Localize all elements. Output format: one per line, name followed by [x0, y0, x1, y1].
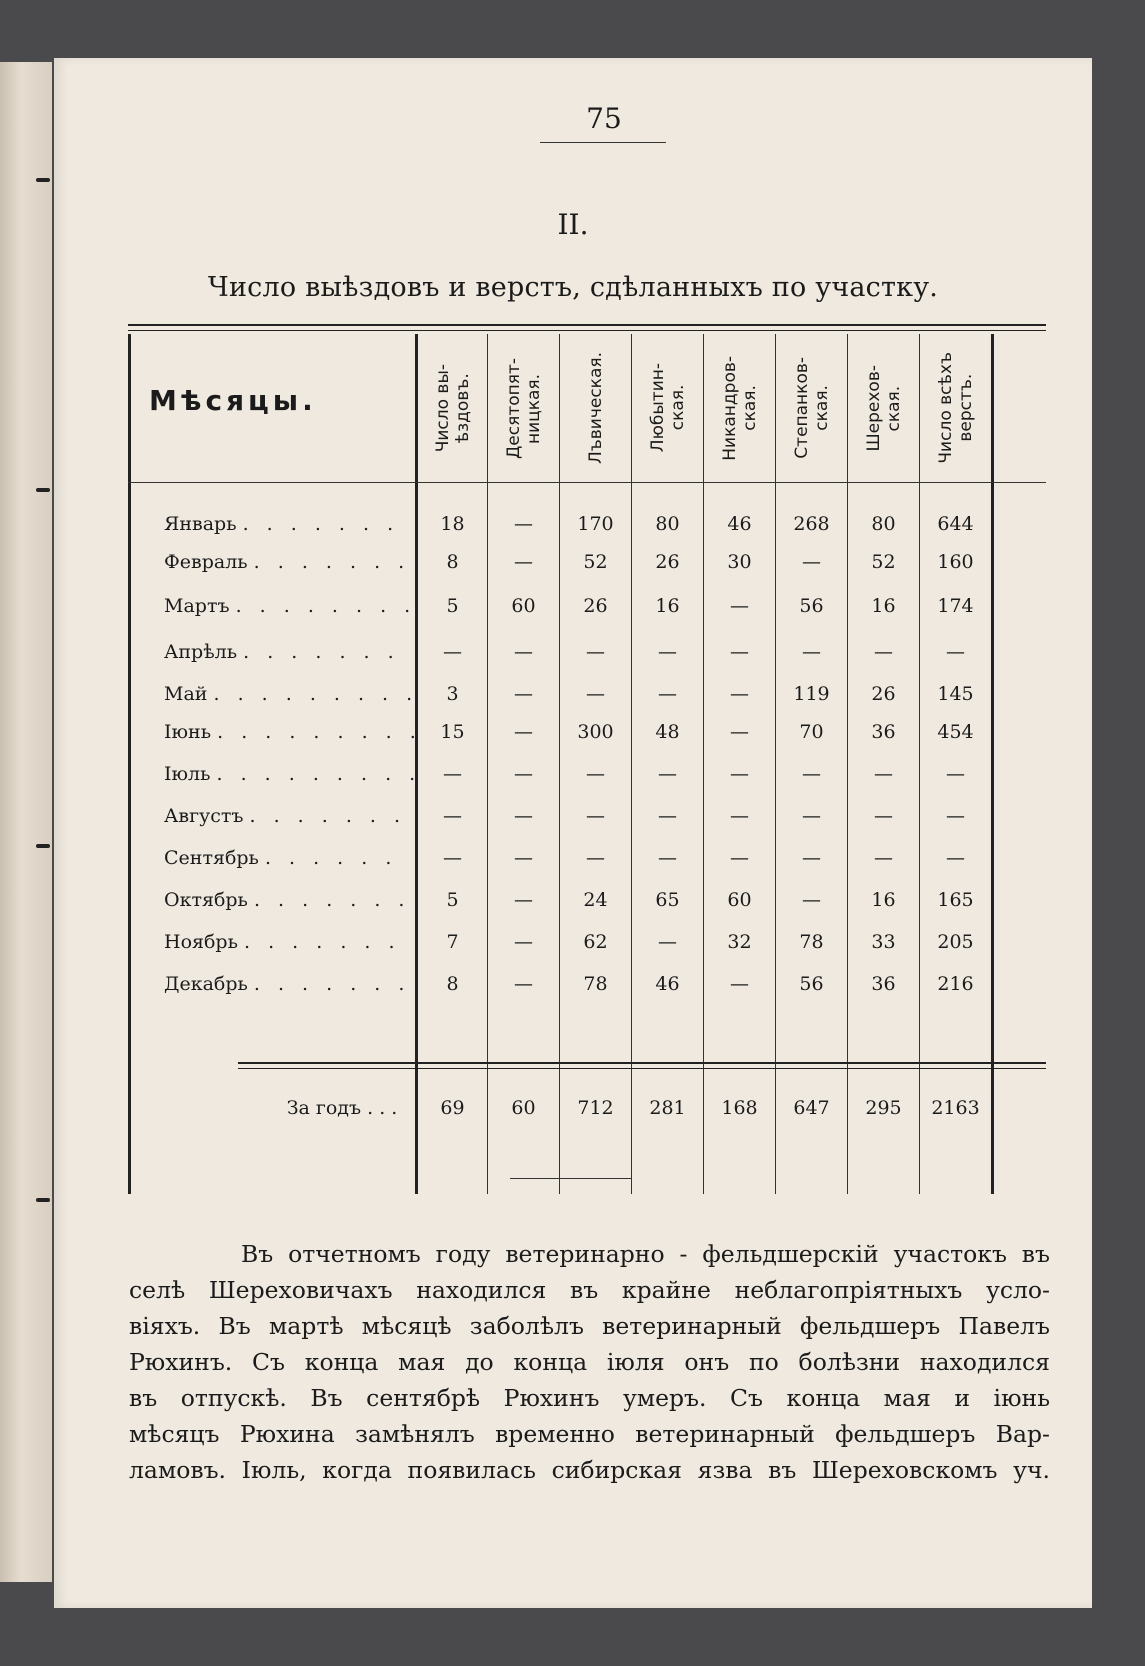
table-cell: —	[802, 641, 821, 663]
table-cell: —	[874, 763, 893, 785]
table-cell: 18	[440, 513, 465, 535]
table-row	[54, 590, 1092, 622]
table-cell: 46	[655, 973, 680, 995]
month-label	[164, 678, 448, 710]
table-row	[54, 716, 1092, 748]
table-cell: 174	[937, 595, 974, 617]
table-cell: —	[730, 973, 749, 995]
table-cell: 160	[937, 551, 974, 573]
column-header-stepankovskaya: Степанков- ская.	[791, 357, 832, 459]
table-cell: 52	[583, 551, 608, 573]
table-cell: —	[658, 931, 677, 953]
table-row	[54, 678, 1092, 710]
table-cell: 80	[655, 513, 680, 535]
table-cell: 26	[655, 551, 680, 573]
month-name: Февраль	[164, 551, 248, 573]
leader-dots: . . . . . . .	[249, 805, 407, 827]
table-cell: —	[658, 763, 677, 785]
column-header-lvicheskaya: Лъвическая.	[585, 351, 606, 465]
paragraph-line: въ отпускѣ. Въ сентябрѣ Рюхинъ умеръ. Съ конца мая и іюнь	[129, 1384, 1050, 1412]
table-cell: 60	[511, 595, 536, 617]
table-cell: —	[730, 641, 749, 663]
month-name: Ноябрь	[164, 931, 238, 953]
table-cell: 16	[871, 595, 896, 617]
table-cell: —	[658, 641, 677, 663]
leader-dots: . . . . . . . . .	[213, 683, 419, 705]
leader-dots: . . . . . . .	[243, 641, 400, 663]
table-cell: —	[802, 805, 821, 827]
paragraph-line: Въ отчетномъ году ветеринарно - фельдшерскій участокъ въ	[241, 1240, 1050, 1268]
month-label	[164, 716, 448, 748]
table-cell: —	[802, 551, 821, 573]
table-cell: 268	[793, 513, 830, 535]
leader-dots: . . . . . . .	[242, 513, 400, 535]
month-name: Апрѣль	[164, 641, 238, 663]
table-cell: 26	[871, 683, 896, 705]
table-cell: 65	[655, 889, 680, 911]
table-cell: 8	[446, 551, 459, 573]
column-header-sherekhovskaya: Шерехов- ская.	[863, 364, 904, 452]
table-cell: —	[443, 641, 462, 663]
table-cell: —	[802, 847, 821, 869]
table-cell: —	[514, 931, 533, 953]
table-row	[54, 508, 1092, 540]
table-row	[54, 884, 1092, 916]
month-label	[164, 968, 448, 1000]
leader-dots: . . . . . . . . .	[216, 763, 422, 785]
table-cell: 78	[799, 931, 824, 953]
table-cell: —	[658, 847, 677, 869]
table-row	[54, 926, 1092, 958]
month-label	[164, 926, 448, 958]
table-cell: —	[514, 805, 533, 827]
table-cell: —	[658, 683, 677, 705]
table-row	[54, 758, 1092, 790]
table-cell: —	[946, 763, 965, 785]
table-cell: —	[730, 847, 749, 869]
column-header-trips: Число вы- ѣздовъ.	[432, 363, 473, 453]
total-cell: 69	[440, 1097, 465, 1119]
table-cell: —	[874, 805, 893, 827]
table-cell: 119	[793, 683, 830, 705]
month-name: Іюнь	[164, 721, 212, 743]
table-cell: —	[586, 683, 605, 705]
table-cell: 16	[871, 889, 896, 911]
table-title: Число выѣздовъ и верстъ, сдѣланныхъ по участку.	[207, 272, 939, 303]
table-cell: 170	[577, 513, 614, 535]
table-cell: 216	[937, 973, 974, 995]
column-header-desyatopyatnitskaya: Десятопят- ницкая.	[503, 357, 544, 459]
paragraph-line: селѣ Шереховичахъ находился въ крайне неблагопріятныхъ усло-	[129, 1276, 1050, 1304]
month-name: Декабрь	[164, 973, 248, 995]
total-cell: 712	[577, 1097, 614, 1119]
table-cell: 56	[799, 595, 824, 617]
total-row-label: За годъ . . .	[286, 1097, 398, 1119]
table-cell: 5	[446, 595, 459, 617]
table-row	[54, 546, 1092, 578]
table-cell: —	[443, 805, 462, 827]
month-label	[164, 636, 448, 668]
leader-dots: . . . . . . .	[253, 889, 411, 911]
table-cell: 145	[937, 683, 974, 705]
page-number-rule	[540, 142, 666, 143]
table-cell: —	[514, 513, 533, 535]
paragraph-line: ламовъ. Іюль, когда появилась сибирская язва въ Шереховскомъ уч.	[129, 1456, 1050, 1484]
table-cell: 16	[655, 595, 680, 617]
total-cell: 647	[793, 1097, 830, 1119]
table-header-rule	[128, 482, 1046, 483]
table-cell: —	[514, 889, 533, 911]
table-cell: 32	[727, 931, 752, 953]
book-page	[54, 58, 1092, 1608]
table-cell: —	[586, 847, 605, 869]
table-cell: —	[730, 721, 749, 743]
table-cell: 48	[655, 721, 680, 743]
table-top-rule-thin	[128, 330, 1046, 331]
binding-stitch	[36, 178, 50, 182]
table-cell: —	[946, 847, 965, 869]
month-name: Іюль	[164, 763, 211, 785]
table-cell: 36	[871, 721, 896, 743]
total-cell: 281	[649, 1097, 686, 1119]
leader-dots: . . . . . .	[264, 847, 398, 869]
binding-stitch	[36, 1198, 50, 1202]
table-cell: —	[443, 847, 462, 869]
table-cell: 300	[577, 721, 614, 743]
table-cell: —	[514, 551, 533, 573]
table-cell: 70	[799, 721, 824, 743]
month-label	[164, 884, 448, 916]
table-cell: —	[514, 641, 533, 663]
table-cell: 644	[937, 513, 974, 535]
table-cell: 62	[583, 931, 608, 953]
table-cell: 24	[583, 889, 608, 911]
body-paragraph	[129, 1236, 1050, 1488]
month-label	[164, 590, 448, 622]
table-cell: 165	[937, 889, 974, 911]
table-cell: —	[946, 805, 965, 827]
table-cell: 78	[583, 973, 608, 995]
table-cell: —	[730, 805, 749, 827]
table-end-rule	[510, 1178, 632, 1179]
column-header-nikandrovskaya: Никандров- ская.	[719, 355, 760, 461]
leader-dots: . . . . . . .	[244, 931, 401, 953]
table-top-rule	[128, 324, 1046, 326]
month-label	[164, 546, 448, 578]
column-header-lyubytinskaya: Любытин- ская.	[647, 363, 688, 453]
month-label	[164, 800, 448, 832]
paragraph-line: Рюхинъ. Съ конца мая до конца іюля онъ по болѣзни находился	[129, 1348, 1050, 1376]
table-row	[54, 968, 1092, 1000]
table-cell: —	[802, 763, 821, 785]
table-cell: 15	[440, 721, 465, 743]
total-cell: 2163	[931, 1097, 980, 1119]
leader-dots: . . . . . . . . .	[217, 721, 422, 743]
section-number: II.	[557, 208, 589, 241]
month-name: Сентябрь	[164, 847, 259, 869]
month-name: Мартъ	[164, 595, 230, 617]
table-cell: —	[946, 641, 965, 663]
table-cell: 5	[446, 889, 459, 911]
binding-stitch	[36, 488, 50, 492]
table-cell: 30	[727, 551, 752, 573]
table-cell: 7	[446, 931, 459, 953]
table-cell: —	[658, 805, 677, 827]
total-cell: 60	[511, 1097, 536, 1119]
table-cell: 8	[446, 973, 459, 995]
table-cell: —	[802, 889, 821, 911]
month-name: Октябрь	[164, 889, 248, 911]
table-cell: —	[874, 847, 893, 869]
month-label	[164, 758, 448, 790]
table-cell: 60	[727, 889, 752, 911]
table-cell: 36	[871, 973, 896, 995]
column-header-total-versts: Число всѣхъ верстъ.	[935, 352, 976, 464]
table-cell: —	[514, 847, 533, 869]
paragraph-line: мѣсяцъ Рюхина замѣнялъ временно ветеринарный фельдшеръ Вар-	[129, 1420, 1050, 1448]
month-label	[164, 508, 448, 540]
table-cell: —	[443, 763, 462, 785]
table-cell: —	[730, 763, 749, 785]
table-cell: 26	[583, 595, 608, 617]
leader-dots: . . . . . . . .	[235, 595, 417, 617]
month-name: Январь	[164, 513, 237, 535]
table-cell: —	[514, 683, 533, 705]
total-cell: 168	[721, 1097, 758, 1119]
table-cell: —	[586, 805, 605, 827]
table-row	[54, 800, 1092, 832]
paragraph-line: віяхъ. Въ мартѣ мѣсяцѣ заболѣлъ ветеринарный фельдшеръ Павелъ	[129, 1312, 1050, 1340]
book-spine	[0, 62, 52, 1582]
table-cell: —	[730, 683, 749, 705]
total-cell: 295	[865, 1097, 902, 1119]
table-cell: 33	[871, 931, 896, 953]
table-cell: 454	[937, 721, 974, 743]
table-row	[54, 636, 1092, 668]
table-cell: 3	[446, 683, 459, 705]
months-column-header: Мѣсяцы.	[149, 384, 317, 417]
month-name: Май	[164, 683, 208, 705]
month-name: Августъ	[164, 805, 244, 827]
table-cell: —	[730, 595, 749, 617]
month-label	[164, 842, 448, 874]
table-cell: 80	[871, 513, 896, 535]
table-cell: —	[514, 721, 533, 743]
binding-stitch	[36, 844, 50, 848]
table-row	[54, 842, 1092, 874]
table-cell: 52	[871, 551, 896, 573]
table-cell: —	[586, 763, 605, 785]
totals-rule	[238, 1062, 1046, 1064]
table-cell: 205	[937, 931, 974, 953]
table-cell: 46	[727, 513, 752, 535]
page-number: 75	[586, 102, 622, 135]
leader-dots: . . . . . . .	[253, 551, 411, 573]
table-cell: —	[514, 763, 533, 785]
table-cell: —	[586, 641, 605, 663]
table-cell: 56	[799, 973, 824, 995]
table-cell: —	[514, 973, 533, 995]
totals-rule-thin	[238, 1068, 1046, 1069]
leader-dots: . . . . . . .	[253, 973, 411, 995]
table-cell: —	[874, 641, 893, 663]
